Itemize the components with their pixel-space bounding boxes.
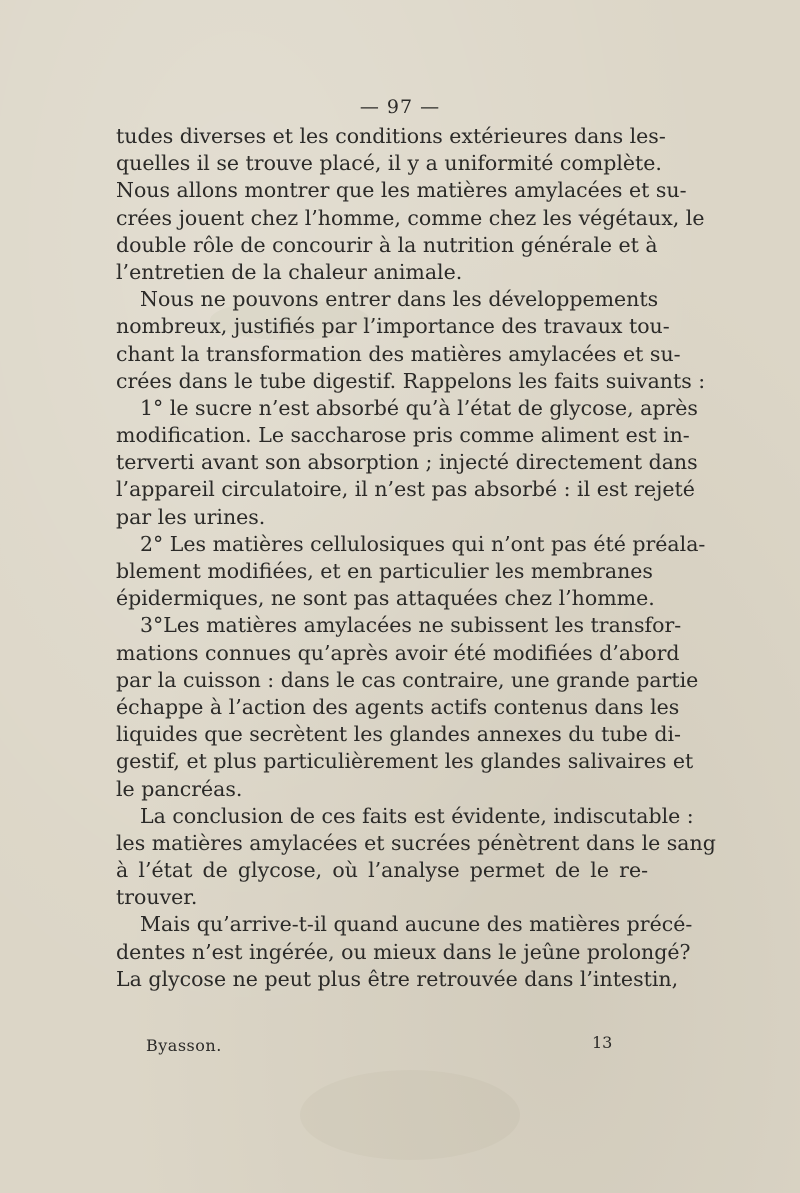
text-line: épidermiques, ne sont pas attaquées chez l’homme.	[116, 586, 655, 611]
text-line: échappe à l’action des agents actifs contenus dans les	[116, 694, 680, 719]
text-line: par la cuisson : dans le cas contraire, une grande partie	[116, 667, 699, 692]
text-line: le pancréas.	[116, 776, 243, 801]
text-line: terverti avant son absorption ; injecté directement dans	[116, 450, 698, 475]
text-line: La conclusion de ces faits est évidente, indiscutable :	[140, 803, 694, 828]
text-line: 1° le sucre n’est absorbé qu’à l’état de glycose, après	[140, 395, 698, 420]
text-line: 3°Les matières amylacées ne subissent les transfor-	[140, 613, 682, 638]
text-line: par les urines.	[116, 504, 266, 529]
text-line: double rôle de concourir à la nutrition générale et à	[116, 232, 658, 257]
text-line: gestif, et plus particulièrement les glandes salivaires et	[116, 749, 694, 774]
text-line: mations connues qu’après avoir été modifiées d’abord	[116, 640, 680, 665]
footer-signature: 13	[592, 1033, 613, 1052]
text-line: Nous allons montrer que les matières amylacées et su-	[116, 178, 687, 203]
page-number: — 97 —	[359, 96, 441, 118]
text-line: blement modifiées, et en particulier les membranes	[116, 559, 653, 583]
text-line: 2° Les matières cellulosiques qui n’ont pas été préala-	[140, 531, 706, 556]
text-line: tudes diverses et les conditions extérieures dans les-	[116, 124, 666, 148]
text-line: l’appareil circulatoire, il n’est pas absorbé : il est rejeté	[116, 477, 695, 502]
text-line: quelles il se trouve placé, il y a uniformité complète.	[116, 151, 662, 176]
text-line: dentes n’est ingérée, ou mieux dans le jeûne prolongé?	[116, 939, 691, 964]
text-line: modification. Le saccharose pris comme aliment est in-	[116, 423, 690, 448]
text-line: nombreux, justifiés par l’importance des travaux tou-	[116, 314, 670, 339]
text-line: l’entretien de la chaleur animale.	[116, 259, 463, 284]
text-line: à l’état de glycose, où l’analyse permet de le re-	[116, 858, 648, 883]
text-line: trouver.	[116, 885, 198, 910]
text-line: les matières amylacées et sucrées pénètrent dans le sang	[116, 830, 716, 855]
text-line: chant la transformation des matières amylacées et su-	[116, 341, 681, 366]
text-line: liquides que secrètent les glandes annexes du tube di-	[116, 722, 681, 747]
paper-stain	[300, 1070, 520, 1160]
text-line: crées dans le tube digestif. Rappelons les faits suivants :	[116, 368, 706, 393]
footer-author: Byasson.	[146, 1036, 222, 1055]
text-line: Mais qu’arrive-t-il quand aucune des matières précé-	[140, 912, 693, 937]
body-text	[116, 123, 716, 993]
text-line: crées jouent chez l’homme, comme chez les végétaux, le	[116, 205, 705, 230]
text-line: Nous ne pouvons entrer dans les développements	[140, 287, 659, 312]
text-line: La glycose ne peut plus être retrouvée dans l’intestin,	[116, 966, 679, 991]
